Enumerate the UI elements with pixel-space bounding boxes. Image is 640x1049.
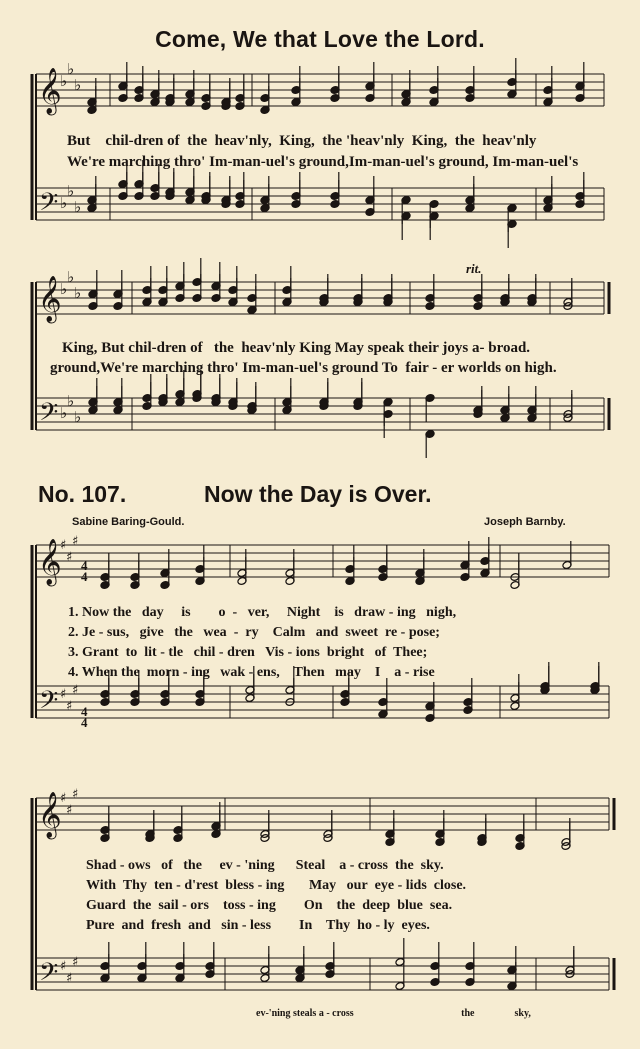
hymn-title-now-the-day-is-over: Now the Day is Over.	[204, 481, 432, 507]
treble-clef-icon: 𝄞	[38, 68, 62, 114]
sharp-icon: ♯	[72, 955, 79, 970]
sharp-icon: ♯	[66, 550, 73, 565]
lyric-line-h2-s1-v2: 2. Je - sus, give the wea - ry Calm and sweet re - pose;	[68, 625, 440, 640]
flat-icon: ♭	[67, 60, 75, 78]
flat-icon: ♭	[67, 392, 75, 410]
hymn-number: No. 107.	[38, 481, 127, 507]
bass-clef-icon: 𝄢	[39, 398, 59, 433]
lyric-line-h2-s2-v2: With Thy ten - d'rest bless - ing May our eye - lids close.	[86, 878, 467, 893]
author-credit: Sabine Baring-Gould.	[72, 516, 185, 528]
flat-icon: ♭	[74, 198, 82, 216]
sharp-icon: ♯	[60, 959, 67, 974]
lyric-line-h1-s1-v1: But chil-dren of the heav'nly, King, the 'heav'nly King, the heav'nly	[67, 133, 537, 149]
sharp-icon: ♯	[60, 538, 67, 553]
treble-clef-icon: 𝄞	[38, 276, 62, 322]
sharp-icon: ♯	[66, 971, 73, 986]
flat-icon: ♭	[74, 284, 82, 302]
flat-icon: ♭	[67, 268, 75, 286]
flat-icon: ♭	[67, 182, 75, 200]
treble-clef-icon: 𝄞	[38, 539, 62, 585]
lyric-line-h2-s2-v3: Guard the sail - ors toss - ing On the deep blue sea.	[86, 898, 453, 913]
flat-icon: ♭	[60, 280, 68, 298]
lyric-line-h1-s2-v1: King, But chil-dren of the heav'nly King May speak their joys a- broad.	[62, 340, 531, 356]
sharp-icon: ♯	[72, 683, 79, 698]
tempo-mark-rit: rit.	[466, 261, 482, 276]
flat-icon: ♭	[60, 72, 68, 90]
flat-icon: ♭	[60, 194, 68, 212]
bass-clef-icon: 𝄢	[39, 958, 59, 993]
lyric-line-h2-s1-v3: 3. Grant to lit - tle chil - dren Vis - ions bright of Thee;	[68, 645, 428, 660]
hymn-title-come-we-that-love: Come, We that Love the Lord.	[155, 26, 485, 52]
sharp-icon: ♯	[66, 803, 73, 818]
lyric-line-h2-s1-v1: 1. Now the day is o - ver, Night is draw - ing nigh,	[68, 605, 457, 620]
sharp-icon: ♯	[66, 699, 73, 714]
sharp-icon: ♯	[60, 687, 67, 702]
sharp-icon: ♯	[72, 787, 79, 802]
flat-icon: ♭	[60, 404, 68, 422]
bass-lyric-line: ev-'ning steals a - cross the sky,	[256, 1008, 531, 1019]
time-signature-bass: 4 4	[81, 704, 88, 730]
sharp-icon: ♯	[72, 534, 79, 549]
flat-icon: ♭	[74, 76, 82, 94]
flat-icon: ♭	[74, 408, 82, 426]
lyric-line-h1-s2-v2: ground,We're marching thro' Im-man-uel's ground To fair - er worlds on high.	[50, 360, 557, 376]
composer-credit: Joseph Barnby.	[484, 516, 566, 528]
lyric-line-h2-s2-v1: Shad - ows of the ev - 'ning Steal a - cross the sky.	[86, 858, 444, 873]
bass-clef-icon: 𝄢	[39, 188, 59, 223]
lyric-line-h2-s2-v4: Pure and fresh and sin - less In Thy ho - ly eyes.	[86, 918, 430, 933]
time-signature-treble: 4 4	[81, 558, 88, 584]
sharp-icon: ♯	[60, 791, 67, 806]
bass-clef-icon: 𝄢	[39, 686, 59, 721]
lyric-line-h2-s1-v4: 4. When the morn - ing wak - ens, Then may I a - rise	[68, 665, 435, 680]
treble-clef-icon: 𝄞	[38, 792, 62, 838]
lyric-line-h1-s1-v2: We're marching thro' Im-man-uel's ground,Im-man-uel's ground, Im-man-uel's	[67, 154, 579, 170]
